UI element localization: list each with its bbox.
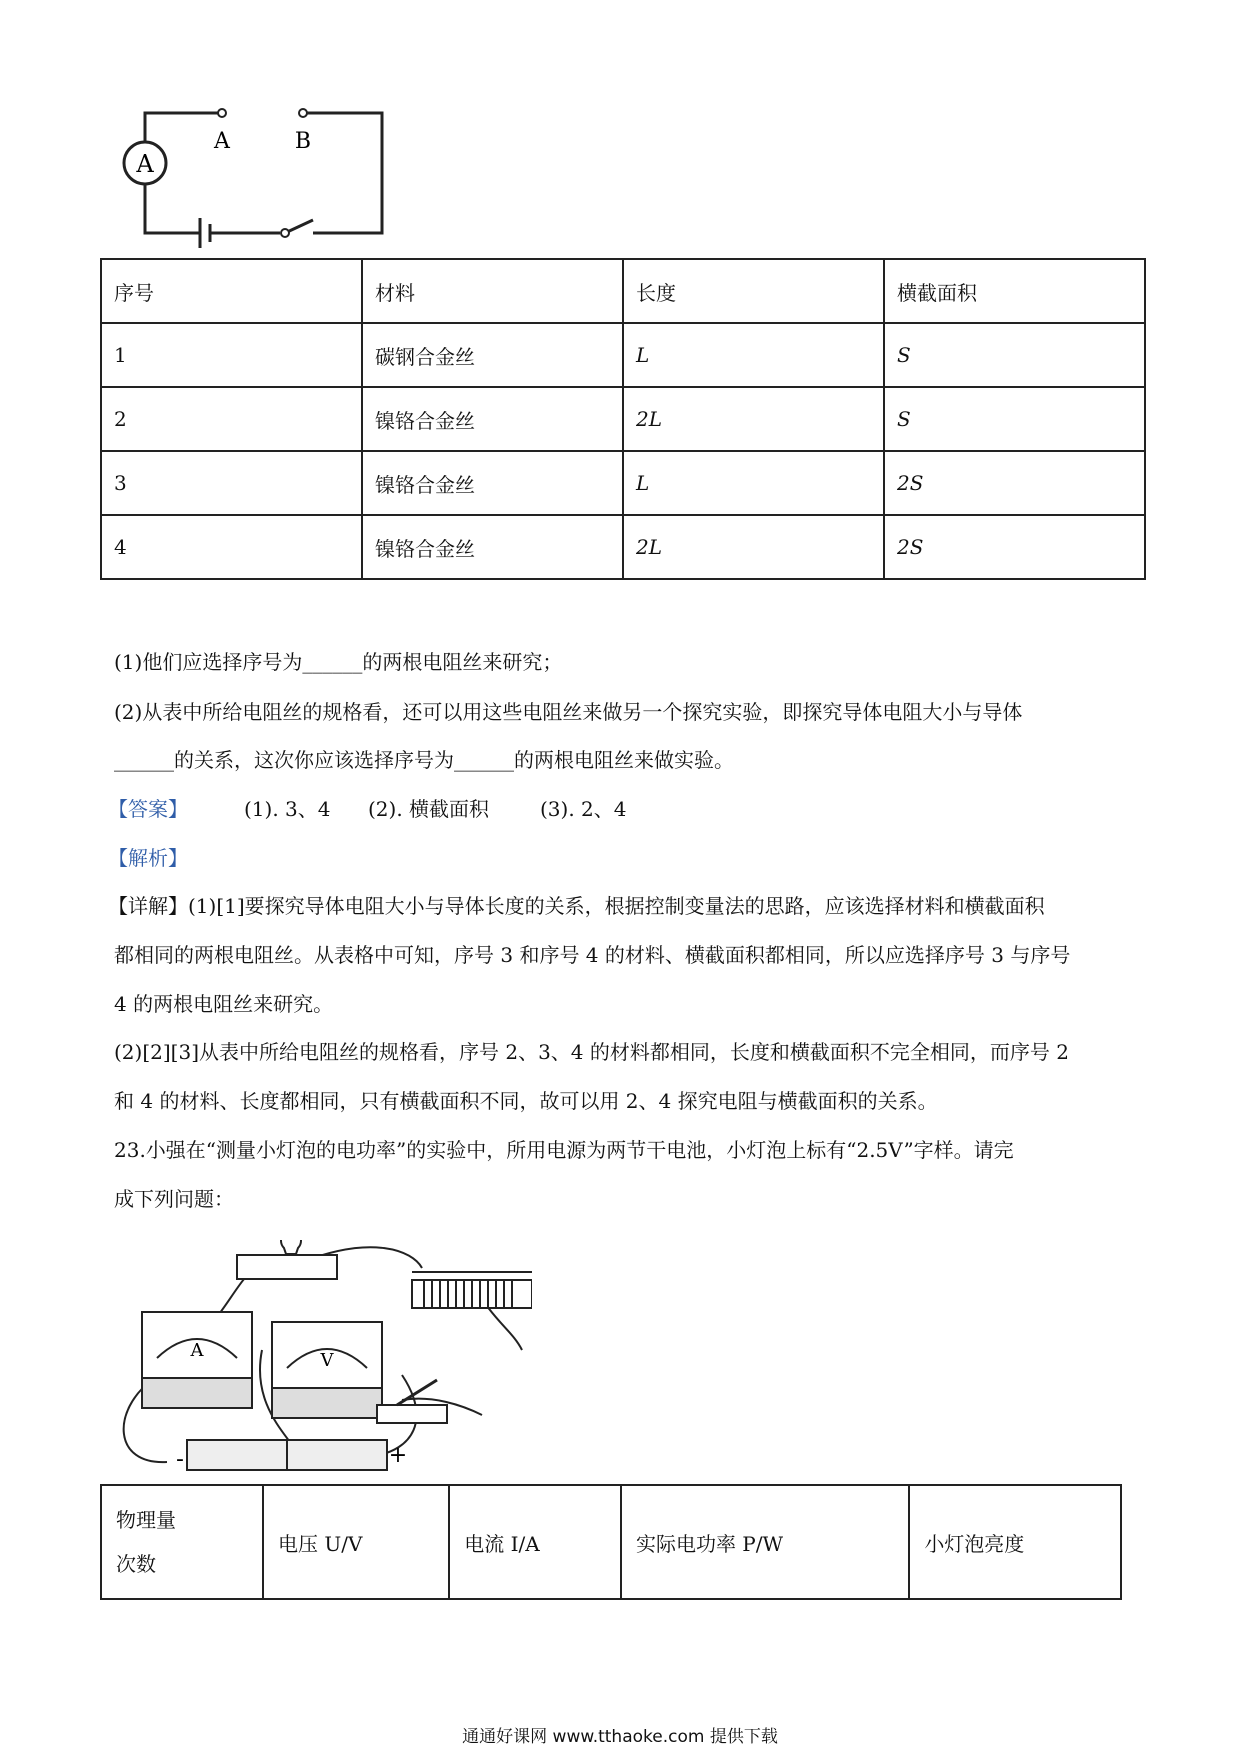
table-cell: 镍铬合金丝 xyxy=(362,451,623,515)
corner-top: 物理量 xyxy=(116,1508,176,1532)
label-a: A xyxy=(214,129,230,154)
table-header-row xyxy=(101,259,1145,323)
table-cell: 2S xyxy=(884,515,1145,579)
table-cell: 2L xyxy=(623,515,884,579)
apparatus-diagram xyxy=(112,1240,532,1472)
question-2-line-1: (2)从表中所给电阻丝的规格看，还可以用这些电阻丝来做另一个探究实验，即探究导体电阻大小与导体 xyxy=(114,700,1023,724)
table-cell: 镍铬合金丝 xyxy=(362,387,623,451)
table-cell: 2L xyxy=(623,387,884,451)
answer-label: 【答案】 xyxy=(108,797,188,821)
header-cell: 实际电功率 P/W xyxy=(621,1485,909,1599)
analysis-label: 【解析】 xyxy=(108,846,188,870)
table-cell: 2 xyxy=(101,387,362,451)
table-cell: 镍铬合金丝 xyxy=(362,515,623,579)
voltmeter-meter-label: V xyxy=(320,1350,334,1371)
switch-icon xyxy=(377,1405,447,1423)
header-cell: 电压 U/V xyxy=(263,1485,449,1599)
question-2-line-2: ______的关系，这次你应该选择序号为______的两根电阻丝来做实验。 xyxy=(114,748,734,772)
q23-line-1: 23.小强在“测量小灯泡的电功率”的实验中，所用电源为两节干电池，小灯泡上标有“2.5V”字样。请完 xyxy=(114,1138,1014,1162)
corner-cell xyxy=(101,1485,263,1599)
header-cell: 长度 xyxy=(623,259,884,323)
table-cell: L xyxy=(623,451,884,515)
table-cell: 2S xyxy=(884,451,1145,515)
question-1: (1)他们应选择序号为______的两根电阻丝来研究； xyxy=(114,650,563,674)
battery-plus: + xyxy=(388,1443,408,1468)
table-row xyxy=(101,515,1145,579)
header-cell: 电流 I/A xyxy=(449,1485,621,1599)
answer-1: (1). 3、4 xyxy=(244,797,331,821)
detail-line-5: 和 4 的材料、长度都相同，只有横截面积不同，故可以用 2、4 探究电阻与横截面积的关系。 xyxy=(114,1089,938,1113)
header-cell: 序号 xyxy=(101,259,362,323)
table-row xyxy=(101,387,1145,451)
corner-bottom: 次数 xyxy=(116,1552,156,1576)
switch-pivot xyxy=(281,229,289,237)
table-row xyxy=(101,323,1145,387)
detail-line-3: 4 的两根电阻丝来研究。 xyxy=(114,992,334,1016)
measurement-table xyxy=(100,1484,1122,1600)
ammeter-meter-label: A xyxy=(190,1340,204,1361)
table-cell: L xyxy=(623,323,884,387)
table-cell: 3 xyxy=(101,451,362,515)
table-header-row xyxy=(101,1485,1121,1599)
table-cell: 碳钢合金丝 xyxy=(362,323,623,387)
wire-spec-table xyxy=(100,258,1146,580)
terminal-b xyxy=(299,109,307,117)
header-cell: 横截面积 xyxy=(884,259,1145,323)
table-cell: 4 xyxy=(101,515,362,579)
detail-label: 【详解】 xyxy=(108,894,188,918)
detail-line-1 xyxy=(108,892,1045,920)
header-cell: 小灯泡亮度 xyxy=(909,1485,1121,1599)
bulb-icon xyxy=(281,1240,301,1254)
table-cell: S xyxy=(884,387,1145,451)
page-footer: 通通好课网 www.tthaoke.com 提供下载 xyxy=(462,1727,778,1747)
table-row xyxy=(101,451,1145,515)
table-cell: 1 xyxy=(101,323,362,387)
answer-3: (3). 2、4 xyxy=(540,797,627,821)
label-b: B xyxy=(294,129,312,154)
battery-minus: - xyxy=(176,1447,184,1472)
detail-text: (1)[1]要探究导体电阻大小与导体长度的关系，根据控制变量法的思路，应该选择材料和横截面积 xyxy=(188,894,1045,918)
detail-line-2: 都相同的两根电阻丝。从表格中可知，序号 3 和序号 4 的材料、横截面积都相同，所以应选择序号 3 与序号 xyxy=(114,943,1071,967)
ammeter-label: A xyxy=(136,150,154,178)
answer-2: (2). 横截面积 xyxy=(368,797,490,821)
header-cell: 材料 xyxy=(362,259,623,323)
detail-line-4: (2)[2][3]从表中所给电阻丝的规格看，序号 2、3、4 的材料都相同，长度和横截面积不完全相同，而序号 2 xyxy=(114,1040,1069,1064)
bulb-base xyxy=(237,1255,337,1279)
q23-line-2: 成下列问题： xyxy=(114,1187,234,1211)
circuit-diagram-1 xyxy=(115,100,395,260)
terminal-a xyxy=(218,109,226,117)
table-cell: S xyxy=(884,323,1145,387)
